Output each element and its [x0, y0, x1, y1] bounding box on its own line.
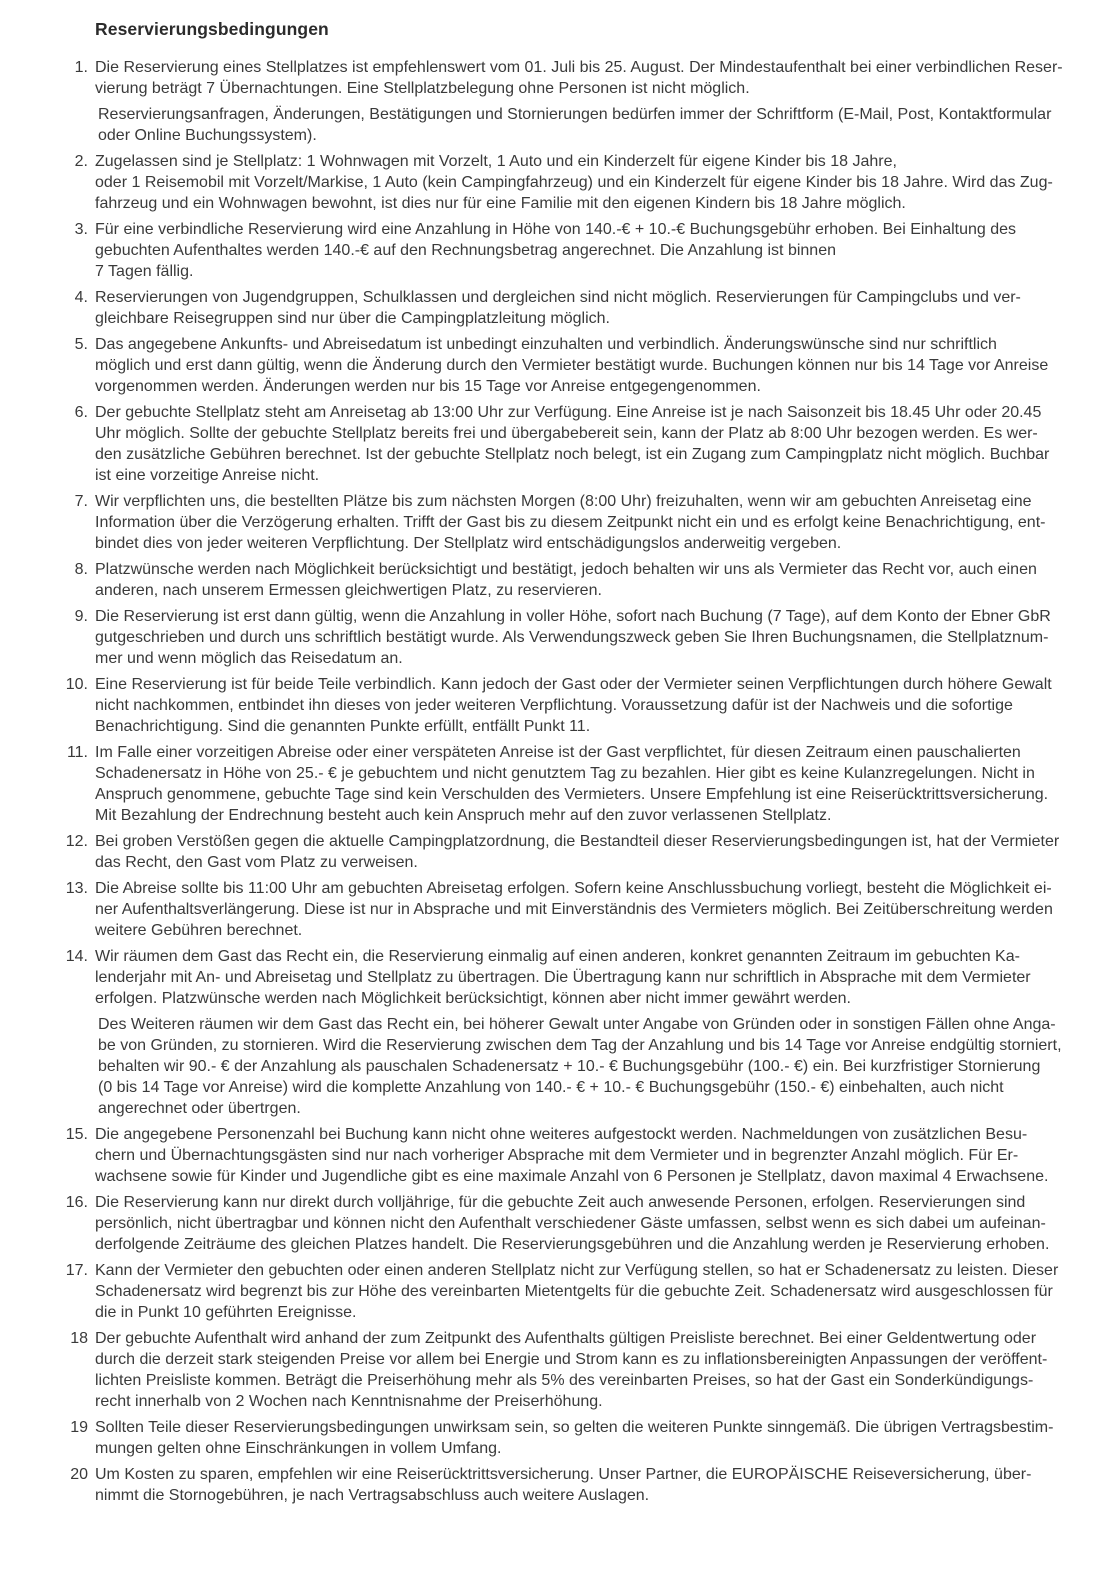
item-number: 7. — [74, 493, 88, 510]
item-paragraph: Platzwünsche werden nach Möglichkeit berücksichtigt und bestätigt, jedoch behalten wir uns als Vermieter das Recht vor, auch einen anderen, nach unserem Ermessen gleichwertigen Platz, zu reservieren. — [95, 561, 1037, 599]
item-body — [95, 1192, 1086, 1255]
item-body — [95, 742, 1086, 826]
item-paragraph: Reservierungen von Jugendgruppen, Schulklassen und dergleichen sind nicht möglich. Reservierungen für Campingclubs und ver- gleichbare Reisegruppen sind nur über die Campingplatzleitung möglich. — [95, 289, 1021, 327]
item-body — [95, 1124, 1086, 1187]
item-number: 16. — [65, 1194, 88, 1211]
item-paragraph: Des Weiteren räumen wir dem Gast das Recht ein, bei höherer Gewalt unter Angabe von Gründen oder in sonstigen Fällen ohne Anga- be von Gründen, zu stornieren. Wird die Reservierung zwischen dem Tag der Anzahlung und bis 14 Tage vor Anreise endgültig storniert, behalten wir 90.- € der Anzahlung als pauschalen Schadenersatz + 10.- € Buchungsgebühr (100.- €) ein. Bei kurzfristiger Stornierung (0 bis 14 Tage vor Anreise) wird die komplette Anzahlung von 140.- € + 10.- € Buchungsgebühr (150.- €) einbehalten, auch nicht angerechnet oder übertrgen. — [98, 1016, 1062, 1117]
item-body — [95, 606, 1086, 669]
item-number: 2. — [74, 153, 88, 170]
item-body — [95, 1260, 1086, 1323]
item-paragraph: Der gebuchte Aufenthalt wird anhand der zum Zeitpunkt des Aufenthalts gültigen Preisliste berechnet. Bei einer Geldentwertung oder durch die derzeit stark steigenden Preise vor allem bei Energie und Strom kann es zu inflationsbereinigten Anpassungen der veröffent- lichten Preisliste kommen. Beträgt die Preiserhöhung mehr als 5% des vereinbarten Preises, so hat der Gast ein Sonderkündigungs- recht innerhalb von 2 Wochen nach Kenntnisnahme der Preiserhöhung. — [95, 1330, 1048, 1410]
item-number: 8. — [74, 561, 88, 578]
term-item — [62, 946, 1086, 1119]
item-paragraph: Wir räumen dem Gast das Recht ein, die Reservierung einmalig auf einen anderen, konkret genannten Zeitraum im gebuchten Ka- lenderjahr mit An- und Abreisetag und Stellplatz zu übertragen. Die Übertragung kann nur schriftlich in Absprache mit dem Vermieter erfolgen. Platzwünsche werden nach Möglichkeit berücksichtigt, können aber nicht immer gewährt werden. — [95, 948, 1031, 1007]
item-number: 5. — [74, 336, 88, 353]
item-paragraph: Die angegebene Personenzahl bei Buchung kann nicht ohne weiteres aufgestockt werden. Nachmeldungen von zusätzlichen Besu- chern und Übernachtungsgästen sind nur nach vorheriger Absprache mit dem Vermieter und in begrenzter Anzahl möglich. Für Er- wachsene sowie für Kinder und Jugendliche gibt es eine maximale Anzahl von 6 Personen je Stellplatz, davon maximal 4 Erwachsene. — [95, 1126, 1049, 1185]
item-paragraph: Das angegebene Ankunfts- und Abreisedatum ist unbedingt einzuhalten und verbindlich. Änderungswünsche sind nur schriftlich möglich und erst dann gültig, wenn die Änderung durch den Vermieter bestätigt wurde. Buchungen können nur bis 14 Tage vor Anreise vorgenommen werden. Änderungen werden nur bis 15 Tage vor Anreise entgegengenommen. — [95, 336, 1049, 395]
term-item — [62, 334, 1086, 397]
term-item — [62, 402, 1086, 486]
item-number: 17. — [65, 1262, 88, 1279]
item-paragraph: Kann der Vermieter den gebuchten oder einen anderen Stellplatz nicht zur Verfügung stellen, so hat er Schadenersatz zu leisten. Dieser Schadenersatz wird begrenzt bis zur Höhe des vereinbarten Mietentgelts für die gebuchte Zeit. Schadenersatz wird ausgeschlossen für die in Punkt 10 geführten Ereignisse. — [95, 1262, 1059, 1321]
item-paragraph: Für eine verbindliche Reservierung wird eine Anzahlung in Höhe von 140.-€ + 10.-€ Buchungsgebühr erhoben. Bei Einhaltung des gebuchten Aufenthaltes werden 140.-€ auf den Rechnungsbetrag angerechnet. Die Anzahlung ist binnen 7 Tagen fällig. — [95, 221, 1017, 280]
item-body — [95, 219, 1086, 282]
term-item — [62, 674, 1086, 737]
term-item — [62, 831, 1086, 873]
item-paragraph: Um Kosten zu sparen, empfehlen wir eine Reiserücktrittsversicherung. Unser Partner, die EUROPÄISCHE Reiseversicherung, über- nimmt die Stornogebühren, je nach Vertragsabschluss auch weitere Auslagen. — [95, 1466, 1032, 1504]
item-number: 20 — [70, 1466, 88, 1483]
term-item — [62, 1124, 1086, 1187]
item-number: 19 — [70, 1419, 88, 1436]
item-number: 14. — [65, 948, 88, 965]
term-item — [62, 1417, 1086, 1459]
term-item — [62, 151, 1086, 214]
item-paragraph: Die Reservierung eines Stellplatzes ist empfehlenswert vom 01. Juli bis 25. August. Der Mindestaufenthalt bei einer verbindlichen Reser- vierung beträgt 7 Übernachtungen. Eine Stellplatzbelegung ohne Personen ist nicht möglich. — [95, 59, 1063, 97]
item-body — [95, 57, 1086, 146]
term-item — [62, 287, 1086, 329]
term-item — [62, 1328, 1086, 1412]
item-number: 15. — [65, 1126, 88, 1143]
item-body — [95, 1417, 1086, 1459]
item-paragraph: Die Abreise sollte bis 11:00 Uhr am gebuchten Abreisetag erfolgen. Sofern keine Anschlussbuchung vorliegt, besteht die Möglichkeit ei- ner Aufenthaltsverlängerung. Diese ist nur in Absprache und mit Einverständnis des Vermieters möglich. Bei Zeitüberschreitung werden weitere Gebühren berechnet. — [95, 880, 1053, 939]
item-number: 1. — [74, 59, 88, 76]
term-item — [62, 606, 1086, 669]
term-item — [62, 1260, 1086, 1323]
item-paragraph: Reservierungsanfragen, Änderungen, Bestätigungen und Stornierungen bedürfen immer der Schriftform (E-Mail, Post, Kontaktformular oder Online Buchungssystem). — [98, 106, 1052, 144]
term-item — [62, 219, 1086, 282]
item-paragraph: Zugelassen sind je Stellplatz: 1 Wohnwagen mit Vorzelt, 1 Auto und ein Kinderzelt für eigene Kinder bis 18 Jahre, oder 1 Reisemobil mit Vorzelt/Markise, 1 Auto (kein Campingfahrzeug) und ein Kinderzelt für eigene Kinder bis 18 Jahre. Wird das Zug- fahrzeug und ein Wohnwagen bewohnt, ist dies nur für eine Familie mit den eigenen Kindern bis 18 Jahre möglich. — [95, 153, 1053, 212]
item-number: 11. — [66, 744, 88, 761]
item-paragraph: Im Falle einer vorzeitigen Abreise oder einer verspäteten Anreise ist der Gast verpflichtet, für diesen Zeitraum einen pauschalierten Schadenersatz in Höhe von 25.- € je gebuchtem und nicht genutztem Tag zu bezahlen. Hier gibt es keine Kulanzregelungen. Nicht in Anspruch genommene, gebuchte Tage sind kein Verschulden des Vermieters. Unsere Empfehlung ist eine Reiserücktrittsversicherung. Mit Bezahlung der Endrechnung besteht auch kein Anspruch mehr auf den zuvor verlassenen Stellplatz. — [95, 744, 1049, 824]
item-paragraph: Die Reservierung kann nur direkt durch volljährige, für die gebuchte Zeit auch anwesende Personen, erfolgen. Reservierungen sind persönlich, nicht übertragbar und können nicht den Aufenthalt verschiedener Gäste umfassen, selbst wenn es sich dabei um aufeinan- derfolgende Zeiträume des gleichen Platzes handelt. Die Reservierungsgebühren und die Anzahlung werden je Reservierung erhoben. — [95, 1194, 1050, 1253]
item-number: 18 — [70, 1330, 88, 1347]
item-paragraph: Der gebuchte Stellplatz steht am Anreisetag ab 13:00 Uhr zur Verfügung. Eine Anreise ist je nach Saisonzeit bis 18.45 Uhr oder 20.45 Uhr möglich. Sollte der gebuchte Stellplatz bereits frei und übergabebereit sein, kann der Platz ab 8:00 Uhr bezogen werden. Es wer- den zusätzliche Gebühren berechnet. Ist der gebuchte Stellplatz noch belegt, ist ein Zugang zum Campingplatz nicht möglich. Buchbar ist eine vorzeitige Anreise nicht. — [95, 404, 1050, 484]
item-number: 3. — [74, 221, 88, 238]
item-body — [95, 946, 1086, 1119]
item-body — [95, 1464, 1086, 1506]
item-body — [95, 674, 1086, 737]
term-item — [62, 878, 1086, 941]
item-body — [95, 831, 1086, 873]
document-title: Reservierungsbedingungen — [95, 19, 329, 39]
item-number: 12. — [65, 833, 88, 850]
item-number: 4. — [74, 289, 88, 306]
item-number: 6. — [74, 404, 88, 421]
item-number: 9. — [74, 608, 88, 625]
item-number: 10. — [65, 676, 88, 693]
item-body — [95, 878, 1086, 941]
item-body — [95, 559, 1086, 601]
item-body — [95, 402, 1086, 486]
term-item — [62, 742, 1086, 826]
item-body — [95, 151, 1086, 214]
term-item — [62, 559, 1086, 601]
item-number: 13. — [65, 880, 88, 897]
term-item — [62, 1464, 1086, 1506]
item-body — [95, 334, 1086, 397]
item-paragraph: Bei groben Verstößen gegen die aktuelle Campingplatzordnung, die Bestandteil dieser Reservierungsbedingungen ist, hat der Vermieter das Recht, den Gast vom Platz zu verweisen. — [95, 833, 1060, 871]
terms-list — [62, 57, 1086, 1506]
item-body — [95, 287, 1086, 329]
item-paragraph: Wir verpflichten uns, die bestellten Plätze bis zum nächsten Morgen (8:00 Uhr) freizuhalten, wenn wir am gebuchten Anreisetag eine Information über die Verzögerung erhalten. Trifft der Gast bis zu diesem Zeitpunkt nicht ein und es erfolgt keine Benachrichtigung, ent- bindet dies von jeder weiteren Verpflichtung. Der Stellplatz wird entschädigungslos anderweitig vergeben. — [95, 493, 1046, 552]
item-body — [95, 1328, 1086, 1412]
term-item — [62, 57, 1086, 146]
term-item — [62, 491, 1086, 554]
term-item — [62, 1192, 1086, 1255]
item-paragraph: Die Reservierung ist erst dann gültig, wenn die Anzahlung in voller Höhe, sofort nach Buchung (7 Tage), auf dem Konto der Ebner GbR gutgeschrieben und durch uns schriftlich bestätigt wurde. Als Verwendungszweck geben Sie Ihren Buchungsnamen, die Stellplatznum- mer und wenn möglich das Reisedatum an. — [95, 608, 1051, 667]
item-body — [95, 491, 1086, 554]
item-paragraph: Eine Reservierung ist für beide Teile verbindlich. Kann jedoch der Gast oder der Vermieter seinen Verpflichtungen durch höhere Gewalt nicht nachkommen, entbindet ihn dieses von jeder weiteren Verpflichtung. Voraussetzung dafür ist der Nachweis und die sofortige Benachrichtigung. Sind die genannten Punkte erfüllt, entfällt Punkt 11. — [95, 676, 1052, 735]
item-paragraph: Sollten Teile dieser Reservierungsbedingungen unwirksam sein, so gelten die weiteren Punkte sinngemäß. Die übrigen Vertragsbestim- mungen gelten ohne Einschränkungen in vollem Umfang. — [95, 1419, 1054, 1457]
